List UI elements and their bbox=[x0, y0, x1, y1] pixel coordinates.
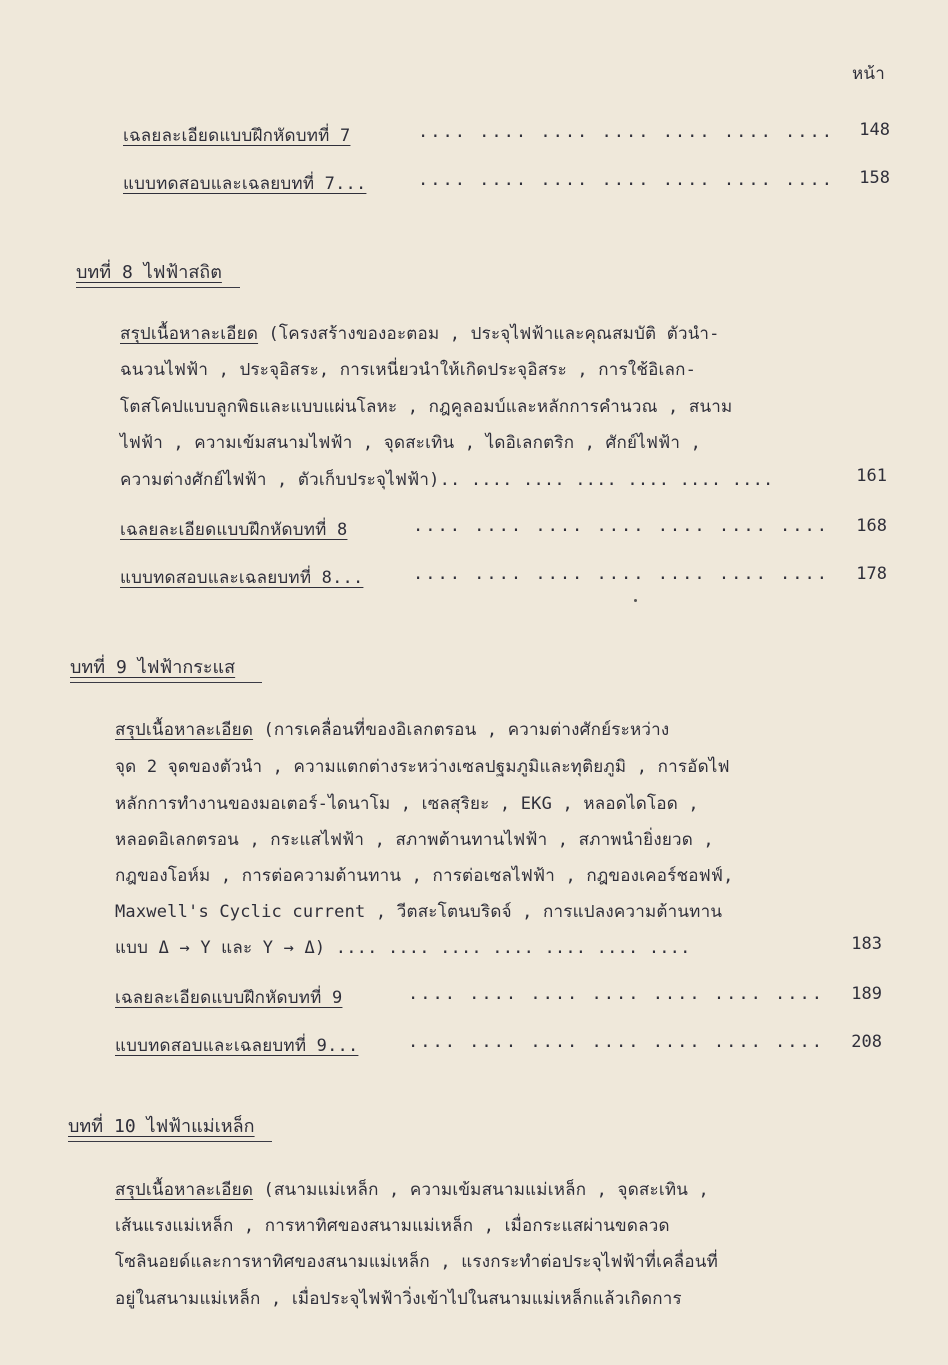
chapter-heading: บทที่ 9 ไฟฟ้ากระแส bbox=[70, 657, 236, 678]
toc-entry-title: เฉลยละเอียดแบบฝึกหัดบทที่ 9 bbox=[115, 988, 343, 1008]
summary-line: เส้นแรงแม่เหล็ก , การหาทิศของสนามแม่เหล็ก , เมื่อกระแสผ่านขดลวด bbox=[115, 1216, 670, 1236]
summary-line: จุด 2 จุดของตัวนำ , ความแตกต่างระหว่างเซลปฐมภูมิและทุติยภูมิ , การอัดไฟ bbox=[115, 757, 730, 777]
summary-line bbox=[120, 320, 720, 347]
toc-page-number: 148 bbox=[859, 120, 890, 140]
toc-entry-title: แบบทดสอบและเฉลยบทที่ 8... bbox=[120, 568, 364, 588]
heading-double-rule bbox=[68, 1141, 272, 1142]
toc-leader-dots: .... .... .... .... .... .... .... bbox=[408, 984, 824, 1004]
toc-entry-title: แบบทดสอบและเฉลยบทที่ 9... bbox=[115, 1036, 359, 1056]
chapter-heading: บทที่ 10 ไฟฟ้าแม่เหล็ก bbox=[68, 1116, 255, 1137]
summary-line: อยู่ในสนามแม่เหล็ก , เมื่อประจุไฟฟ้าวิ่งเข้าไปในสนามแม่เหล็กแล้วเกิดการ bbox=[115, 1289, 682, 1309]
toc-page-number: 161 bbox=[856, 466, 887, 486]
summary-label: สรุปเนื้อหาละเอียด bbox=[115, 720, 254, 740]
summary-line bbox=[115, 1176, 709, 1203]
toc-leader-dots: .... .... .... .... .... .... .... bbox=[413, 516, 829, 536]
toc-leader-dots: .... .... .... .... .... .... .... bbox=[413, 564, 829, 584]
toc-page-number: 168 bbox=[856, 516, 887, 536]
summary-line: หลักการทำงานของมอเตอร์-ไดนาโม , เซลสุริยะ , EKG , หลอดไดโอด , bbox=[115, 794, 699, 814]
summary-line: ฉนวนไฟฟ้า , ประจุอิสระ, การเหนี่ยวนำให้เกิดประจุอิสระ , การใช้อิเลก- bbox=[120, 360, 697, 380]
toc-page-number: 178 bbox=[856, 564, 887, 584]
summary-line: Maxwell's Cyclic current , วีตสะโตนบริดจ์ , การแปลงความต้านทาน bbox=[115, 902, 723, 922]
toc-leader-dots: .... .... .... .... .... .... .... bbox=[418, 170, 834, 190]
summary-line: กฎของโอห์ม , การต่อความต้านทาน , การต่อเซลไฟฟ้า , กฎของเคอร์ชอฟฟ์, bbox=[115, 866, 734, 886]
heading-double-rule bbox=[70, 682, 262, 683]
toc-page-number: 189 bbox=[851, 984, 882, 1004]
summary-label: สรุปเนื้อหาละเอียด bbox=[120, 324, 259, 344]
toc-page-number: 183 bbox=[851, 934, 882, 954]
chapter-heading: บทที่ 8 ไฟฟ้าสถิต bbox=[76, 262, 222, 283]
paper-speck bbox=[634, 599, 637, 602]
summary-line: หลอดอิเลกตรอน , กระแสไฟฟ้า , สภาพต้านทานไฟฟ้า , สภาพนำยิ่งยวด , bbox=[115, 830, 714, 850]
summary-text: (การเคลื่อนที่ของอิเลกตรอน , ความต่างศักย์ระหว่าง bbox=[253, 720, 670, 740]
summary-line: ไฟฟ้า , ความเข้มสนามไฟฟ้า , จุดสะเทิน , ไดอิเลกตริก , ศักย์ไฟฟ้า , bbox=[120, 433, 702, 453]
toc-entry-title: เฉลยละเอียดแบบฝึกหัดบทที่ 7 bbox=[123, 126, 351, 146]
toc-leader-dots: .... .... .... .... .... .... .... bbox=[408, 1032, 824, 1052]
toc-entry-title: เฉลยละเอียดแบบฝึกหัดบทที่ 8 bbox=[120, 520, 348, 540]
page-column-label: หน้า bbox=[852, 64, 885, 84]
toc-page-number: 158 bbox=[859, 168, 890, 188]
summary-text: (โครงสร้างของอะตอม , ประจุไฟฟ้าและคุณสมบัติ ตัวนำ- bbox=[258, 324, 720, 344]
heading-double-rule bbox=[76, 287, 240, 288]
summary-label: สรุปเนื้อหาละเอียด bbox=[115, 1180, 254, 1200]
toc-page-number: 208 bbox=[851, 1032, 882, 1052]
summary-line: โซลินอยด์และการหาทิศของสนามแม่เหล็ก , แรงกระทำต่อประจุไฟฟ้าที่เคลื่อนที่ bbox=[115, 1252, 718, 1272]
summary-line: โตสโคปแบบลูกพิธและแบบแผ่นโลหะ , กฎคูลอมบ์และหลักการคำนวณ , สนาม bbox=[120, 397, 733, 417]
toc-entry-title: แบบทดสอบและเฉลยบทที่ 7... bbox=[123, 174, 367, 194]
summary-line: แบบ Δ → Y และ Y → Δ) .... .... .... .... .... .... .... bbox=[115, 938, 691, 958]
summary-text: (สนามแม่เหล็ก , ความเข้มสนามแม่เหล็ก , จุดสะเทิน , bbox=[253, 1180, 709, 1200]
summary-line: ความต่างศักย์ไฟฟ้า , ตัวเก็บประจุไฟฟ้า).. .... .... .... .... .... .... bbox=[120, 470, 774, 490]
summary-line bbox=[115, 716, 669, 743]
toc-leader-dots: .... .... .... .... .... .... .... bbox=[418, 122, 834, 142]
